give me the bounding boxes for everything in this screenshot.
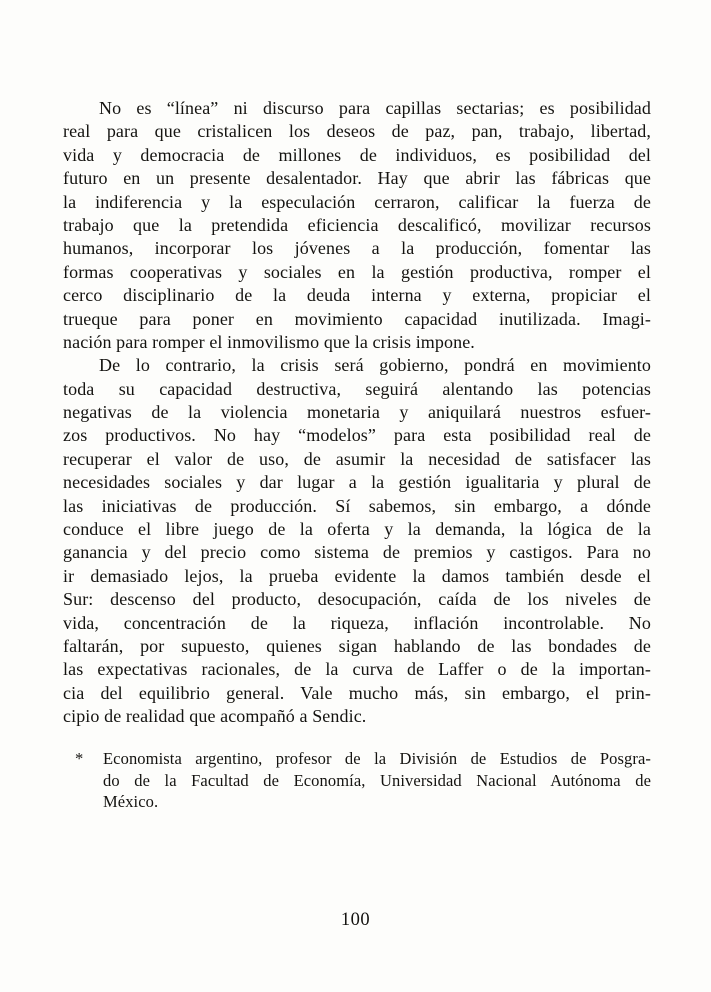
body-line: ganancia y del precio como sistema de premios y castigos. Para no (63, 542, 651, 563)
body-line: faltarán, por supuesto, quienes sigan hablando de las bondades de (63, 635, 651, 656)
footnote-text (103, 748, 651, 813)
body-line: trueque para poner en movimiento capacidad inutilizada. Imagi- (63, 308, 651, 329)
page-number: 100 (340, 910, 371, 930)
body-line: cia del equilibrio general. Vale mucho más, sin embargo, el prin- (63, 682, 651, 703)
footnote-asterisk-marker: * (75, 749, 84, 768)
body-line: humanos, incorporar los jóvenes a la producción, fomentar las (63, 238, 651, 259)
body-line: No es “línea” ni discurso para capillas sectarias; es posibilidad (99, 98, 651, 118)
body-line: vida y democracia de millones de individuos, es posibilidad del (63, 144, 651, 165)
body-line: negativas de la violencia monetaria y aniquilará nuestros esfuer- (63, 402, 651, 423)
footnote-line: Economista argentino, profesor de la División de Estudios de Posgra- (103, 749, 651, 768)
body-line: cerco disciplinario de la deuda interna y externa, propiciar el (63, 285, 651, 306)
body-line: necesidades sociales y dar lugar a la gestión igualitaria y plural de (63, 472, 651, 493)
body-line: real para que cristalicen los deseos de paz, pan, trabajo, libertad, (63, 121, 651, 142)
body-line: vida, concentración de la riqueza, inflación incontrolable. No (63, 612, 651, 633)
body-line: recuperar el valor de uso, de asumir la necesidad de satisfacer las (63, 448, 651, 469)
body-line: las expectativas racionales, de la curva de Laffer o de la importan- (63, 659, 651, 680)
body-line: la indiferencia y la especulación cerraron, calificar la fuerza de (63, 191, 651, 212)
footnote (63, 748, 651, 813)
body-line: zos productivos. No hay “modelos” para esta posibilidad real de (63, 425, 651, 446)
paragraph (63, 97, 651, 354)
body-text (63, 97, 651, 729)
body-line: Sur: descenso del producto, desocupación, caída de los niveles de (63, 589, 651, 610)
body-line: formas cooperativas y sociales en la gestión productiva, romper el (63, 261, 651, 282)
body-line: las iniciativas de producción. Sí sabemos, sin embargo, a dónde (63, 495, 651, 516)
body-line: cipio de realidad que acompañó a Sendic. (63, 706, 367, 727)
body-line: conduce el libre juego de la oferta y la demanda, la lógica de la (63, 519, 651, 540)
body-line: ir demasiado lejos, la prueba evidente la damos también desde el (63, 565, 651, 586)
body-line: toda su capacidad destructiva, seguirá alentando las potencias (63, 378, 651, 399)
body-line: De lo contrario, la crisis será gobierno, pondrá en movimiento (99, 355, 651, 376)
body-line: futuro en un presente desalentador. Hay que abrir las fábricas que (63, 168, 651, 189)
footnote-line: do de la Facultad de Economía, Universidad Nacional Autónoma de (103, 770, 651, 790)
paragraph (63, 354, 651, 728)
body-line: trabajo que la pretendida eficiencia descalificó, movilizar recursos (63, 214, 651, 235)
body-line: nación para romper el inmovilismo que la crisis impone. (63, 331, 475, 352)
footnote-line: México. (103, 792, 159, 811)
